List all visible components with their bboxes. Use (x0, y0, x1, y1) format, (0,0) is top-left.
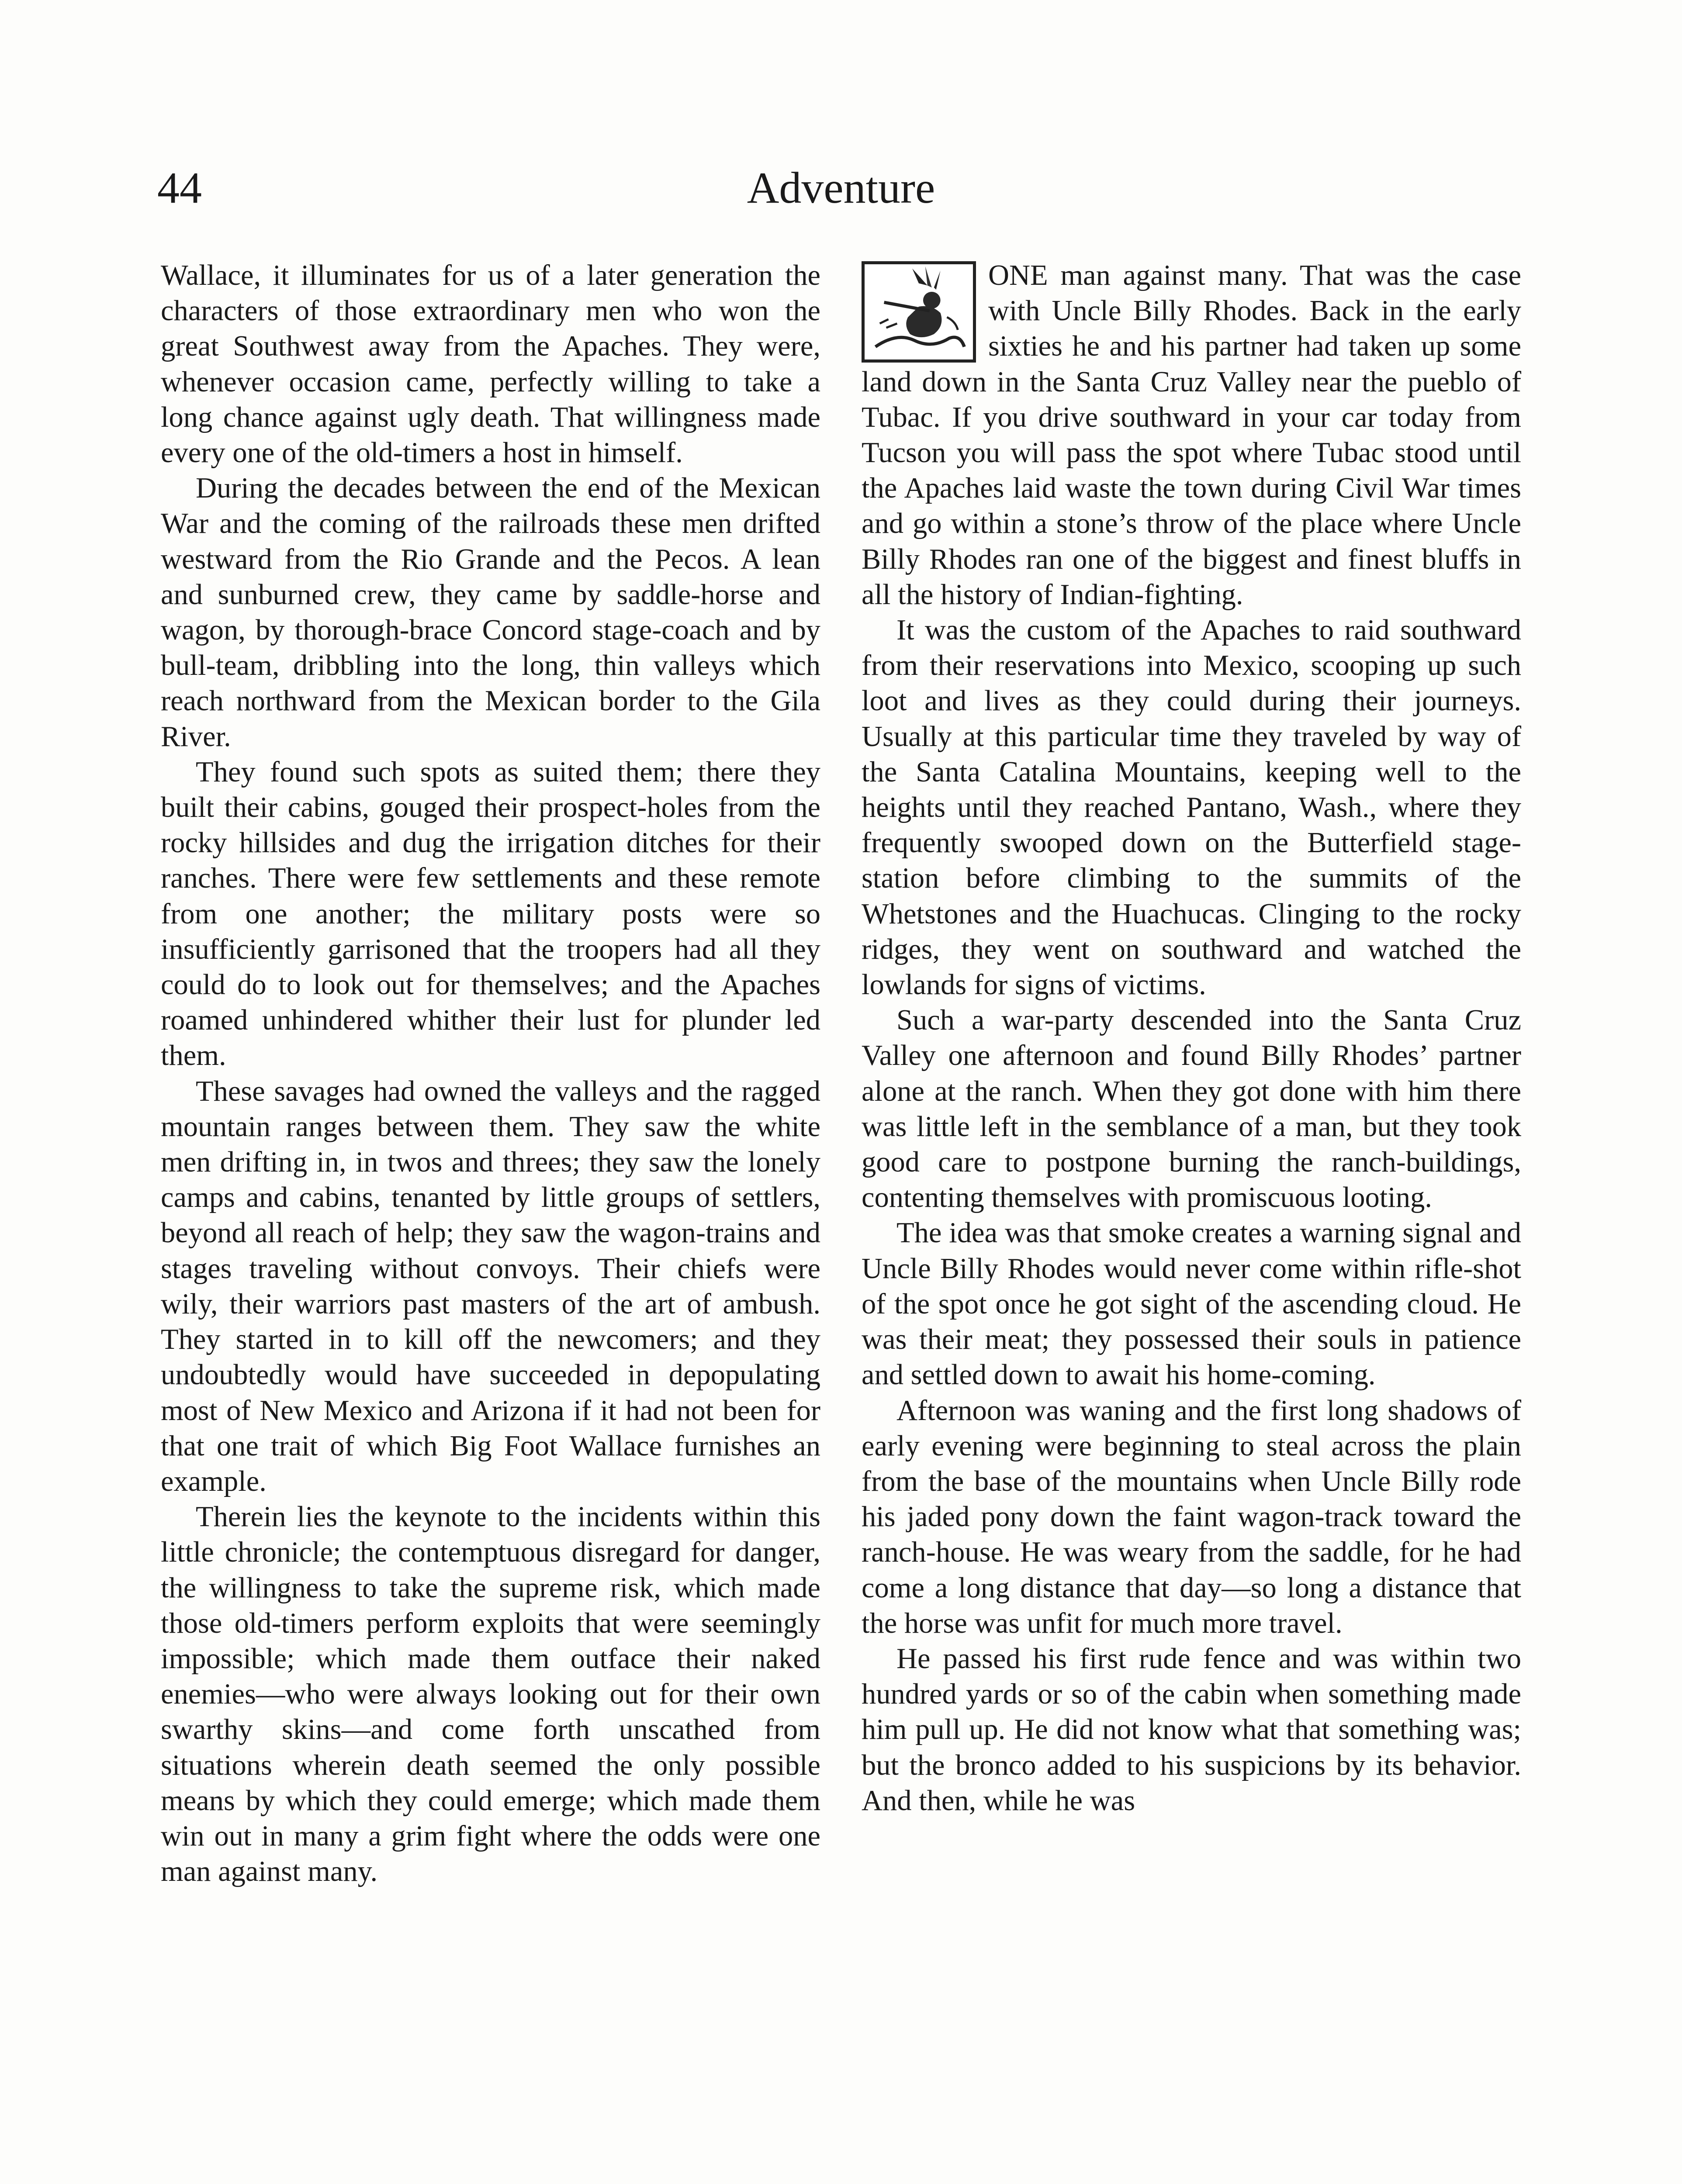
decorative-apache-illustration-icon (862, 261, 976, 363)
page-number: 44 (157, 163, 202, 213)
paragraph: Wallace, it illuminates for us of a later generation the characters of those extraordinary men who won the great Southwest away from the Apaches. They were, whenever occasion came, perfectly willing to take a long chance against ugly death. That willingness made every one of the old-timers a host in himself. (161, 259, 820, 469)
paragraph: ONE man against many. That was the case with Uncle Billy Rhodes. Back in the early sixties he and his partner had taken up some land down in the Santa Cruz Valley near the pueblo of Tubac. If you drive southward in your car today from Tucson you will pass the spot where Tubac stood until the Apaches laid waste the town during Civil War times and go within a stone’s throw of the place where Uncle Billy Rhodes ran one of the biggest and finest bluffs in all the history of Indian-fighting. (862, 259, 1521, 611)
paragraph: They found such spots as suited them; there they built their cabins, gouged their prospect-holes from the rocky hillsides and dug the irrigation ditches for their ranches. There were few settlements and these remote from one another; the military posts were so insufficiently garrisoned that the troopers had all they could do to look out for themselves; and the Apaches roamed unhindered whither their lust for plunder led them. (161, 756, 820, 1072)
paragraph: It was the custom of the Apaches to raid southward from their reservations into Mexico, scooping up such loot and lives as they could during their journeys. Usually at this particular time they traveled by way of the Santa Catalina Mountains, keeping well to the heights until they reached Pantano, Wash., where they frequently swooped down on the Butterfield stage-station before climbing to the summits of the Whetstones and the Huachucas. Clinging to the rocky ridges, they went on southward and watched the lowlands for signs of victims. (862, 614, 1521, 1001)
paragraph: Such a war-party descended into the Santa Cruz Valley one afternoon and found Billy Rhodes’ partner alone at the ranch. When they got done with him there was little left in the semblance of a man, but they took good care to postpone burning the ranch-buildings, contenting themselves with promiscuous looting. (862, 1004, 1521, 1214)
paragraph: During the decades between the end of the Mexican War and the coming of the railroads these men drifted westward from the Rio Grande and the Pecos. A lean and sunburned crew, they came by saddle-horse and wagon, by thorough-brace Concord stage-coach and by bull-team, dribbling into the long, thin valleys which reach northward from the Mexican border to the Gila River. (161, 472, 820, 753)
paragraph: Therein lies the keynote to the incidents within this little chronicle; the contemptuous disregard for danger, the willingness to take the supreme risk, which made those old-timers perform exploits that were seemingly impossible; which made them outface their naked enemies—who were always looking out for their own swarthy skins—and come forth unscathed from situations wherein death seemed the only possible means by which they could emerge; which made them win out in many a grim fight where the odds were one man against many. (161, 1501, 820, 1888)
left-text-column (161, 258, 820, 1889)
running-head-title: Adventure (747, 163, 935, 213)
paragraph: Afternoon was waning and the first long shadows of early evening were beginning to steal across the plain from the base of the mountains when Uncle Billy rode his jaded pony down the faint wagon-track toward the ranch-house. He was weary from the saddle, for he had come a long distance that day—so long a distance that the horse was unfit for much more travel. (862, 1394, 1521, 1639)
paragraph: He passed his first rude fence and was within two hundred yards or so of the cabin when something made him pull up. He did not know what that something was; but the bronco added to his suspicions by its behavior. And then, while he was (862, 1642, 1521, 1817)
paragraph: These savages had owned the valleys and the ragged mountain ranges between them. They saw the white men drifting in, in twos and threes; they saw the lonely camps and cabins, tenanted by little groups of settlers, beyond all reach of help; they saw the wagon-trains and stages traveling without convoys. Their chiefs were wily, their warriors past masters of the art of ambush. They started in to kill off the newcomers; and they undoubtedly would have succeeded in depopulating most of New Mexico and Arizona if it had not been for that one trait of which Big Foot Wallace furnishes an example. (161, 1075, 820, 1497)
paragraph: The idea was that smoke creates a warning signal and Uncle Billy Rhodes would never come within rifle-shot of the spot once he got sight of the ascending cloud. He was their meat; they possessed their souls in patience and settled down to await his home-coming. (862, 1217, 1521, 1391)
right-text-column (862, 258, 1521, 1818)
